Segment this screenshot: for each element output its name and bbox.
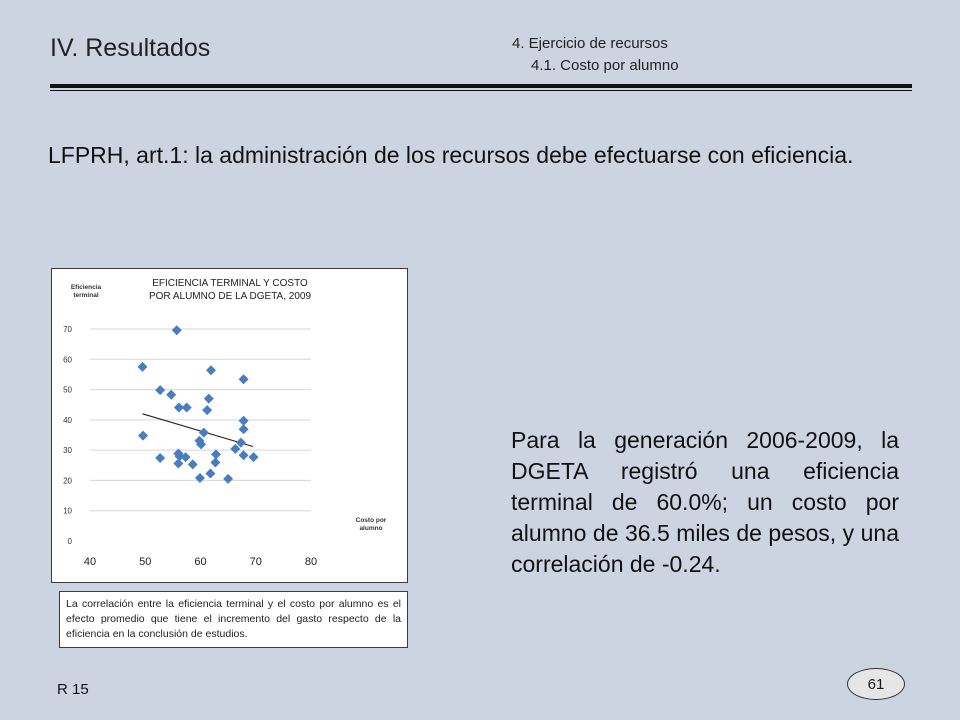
chart-title: EFICIENCIA TERMINAL Y COSTO: [152, 278, 308, 289]
data-point: [204, 394, 214, 404]
subsection-heading: 4.1. Costo por alumno: [531, 57, 679, 74]
data-point: [239, 424, 249, 434]
data-point: [166, 390, 176, 400]
x-axis-label: Costo por: [355, 517, 387, 524]
x-tick-label: 50: [139, 556, 152, 568]
data-point: [206, 365, 216, 375]
x-tick-label: 40: [83, 556, 97, 568]
data-point: [173, 458, 183, 468]
page-number-badge: 61: [847, 668, 905, 700]
summary-text: Para la generación 2006-2009, la DGETA registró una eficiencia terminal de 60.0%; un costo por alumno de 36.5 miles de pesos, y una correlación de -0.24.: [511, 427, 899, 577]
y-tick-label: 10: [63, 506, 72, 516]
x-tick-label: 70: [249, 556, 262, 568]
data-point: [155, 385, 165, 395]
data-point: [138, 431, 148, 441]
correlation-note: La correlación entre la eficiencia terminal y el costo por alumno es el efecto promedio que tiene el incremento del gasto respecto de la eficiencia en la conclusión de estudios.: [59, 591, 408, 648]
legal-statement: LFPRH, art.1: la administración de los recursos debe efectuarse con eficiencia.: [48, 142, 854, 168]
header-rule-thin: [50, 90, 912, 91]
scatter-chart: [52, 269, 407, 582]
chart-panel: [51, 268, 408, 583]
x-tick-label: 60: [194, 556, 207, 568]
y-axis-label: Eficiencia: [70, 284, 102, 291]
section-heading: 4. Ejercicio de recursos: [512, 35, 668, 52]
y-tick-label: 40: [63, 415, 72, 425]
y-tick-label: 0: [67, 537, 72, 546]
data-point: [182, 402, 192, 412]
data-point: [239, 374, 249, 384]
data-point: [155, 453, 165, 463]
chart-title: POR ALUMNO DE LA DGETA, 2009: [148, 291, 312, 302]
data-point: [195, 473, 205, 483]
y-tick-label: 70: [63, 325, 72, 334]
slide-reference: R 15: [57, 681, 89, 698]
data-point: [211, 449, 221, 459]
y-tick-label: 50: [63, 385, 72, 395]
y-axis-label: terminal: [73, 292, 99, 299]
x-tick-label: 80: [304, 556, 318, 568]
header-rule-thick: [50, 84, 912, 88]
data-point: [223, 474, 233, 484]
data-point: [239, 450, 249, 460]
y-tick-label: 20: [63, 476, 72, 486]
data-point: [249, 452, 259, 462]
y-tick-label: 60: [63, 355, 72, 365]
data-point: [172, 325, 182, 335]
y-tick-label: 30: [63, 446, 72, 456]
data-point: [199, 428, 209, 438]
x-axis-label: alumno: [359, 525, 383, 532]
data-point: [137, 362, 147, 372]
data-point: [202, 405, 212, 415]
data-point: [210, 458, 220, 468]
section-title: IV. Resultados: [50, 34, 211, 62]
data-point: [188, 459, 198, 469]
data-point: [205, 468, 215, 478]
